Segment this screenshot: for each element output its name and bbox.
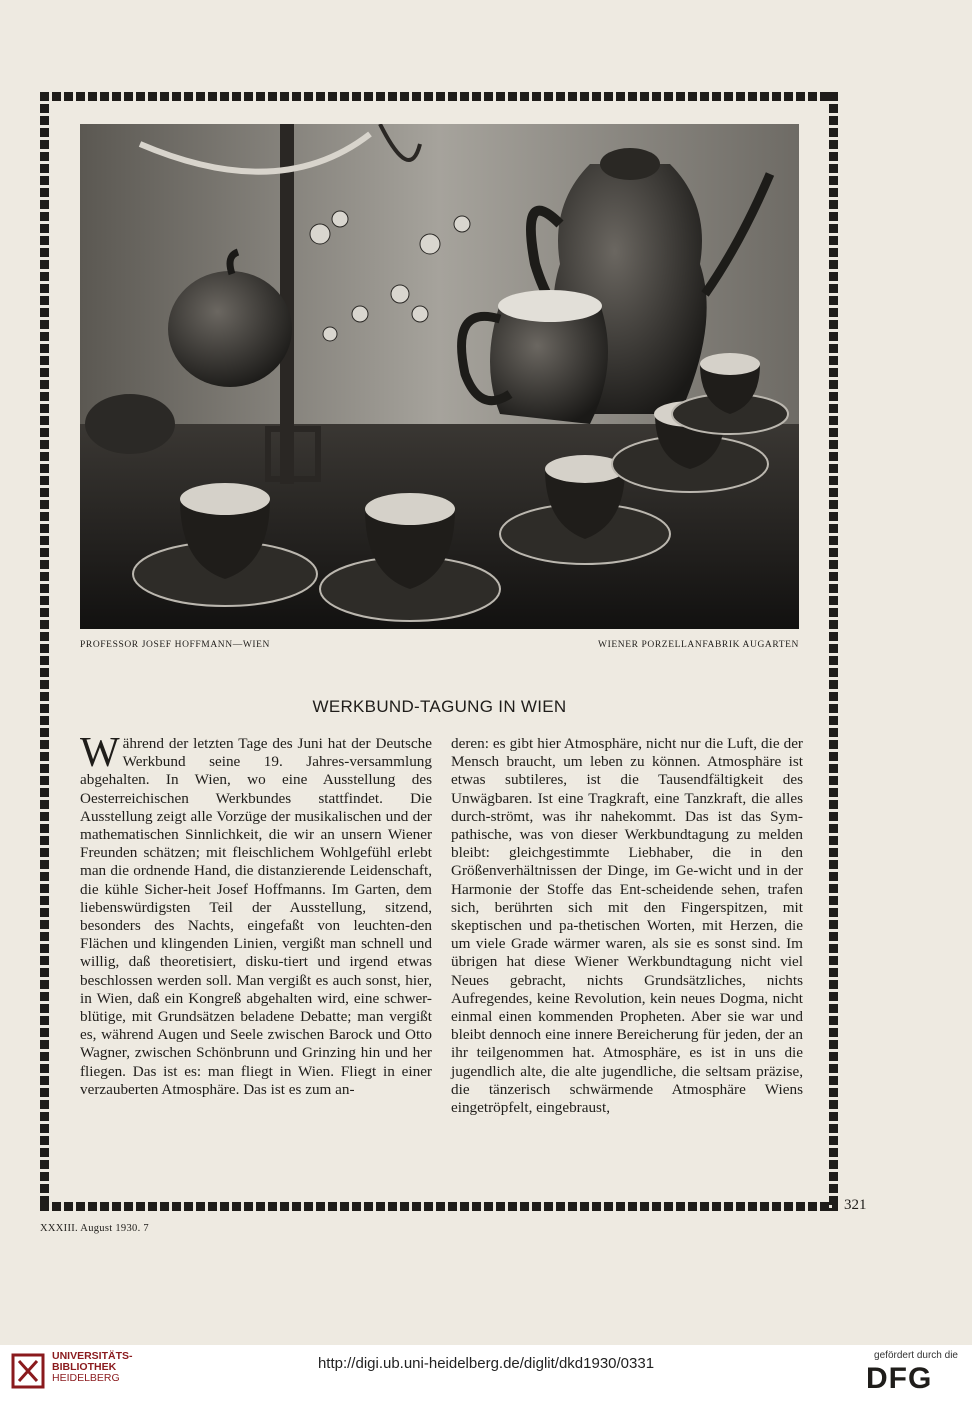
left-column-text: ährend der letzten Tage des Juni hat der Deutsche Werkbund seine 19. Jahres-versammlung abgehalten. In Wien, wo eine Ausstellung des Oesterreichischen Werkbundes stattfindet. Die Ausstellung zeigt alle Vorzüge der musikalischen und der mathematischen Sinnlichkeit, die wir an unsern Wiener Freunden schätzen; mit fleischlichem Wohlgefühl erlebt man die ordnende Hand, die distanzierende Leidenschaft, die kühle Sicher-heit Josef Hoffmanns. Im Garten, dem liebenswürdigsten Teil der Ausstellung, sitzend, besonders des Nachts, eingefaßt von leuchten-den Flächen und klingenden Linien, vergißt man schnell und willig, daß theoretisiert, disku-tiert und irgend etwas beschlossen werden soll. Man vergißt es auch sonst, hier, in Wien, daß ein Kongreß abgehalten wird, eine schwer-blütige, mit Grundsätzen beladene Debatte; man vergißt es, während Augen und Seele zwischen Barock und Otto Wagner, zwischen Schönbrunn und Grinzing hin und her fliegen. Das ist es: man fliegt in Wien. Fliegt in einer verzauberten Atmosphäre. Das ist es zum an- xyxy=(80,735,432,1098)
source-url-link[interactable]: http://digi.ub.uni-heidelberg.de/diglit/dkd1930/0331 xyxy=(317,1355,655,1372)
decorative-border-top xyxy=(40,92,838,101)
photo-caption-left: PROFESSOR JOSEF HOFFMANN—WIEN xyxy=(80,640,271,650)
decorative-border-left xyxy=(40,92,49,1211)
porcelain-tea-set-photo xyxy=(80,124,799,629)
article-column-right xyxy=(451,735,803,1117)
photo-caption-right: WIENER PORZELLANFABRIK AUGARTEN xyxy=(598,640,799,650)
uni-name-line1: UNIVERSITÄTS- xyxy=(52,1350,133,1362)
dfg-logo: DFG xyxy=(866,1362,933,1395)
page-number: 321 xyxy=(844,1197,867,1213)
uni-name-line2: BIBLIOTHEK xyxy=(52,1361,117,1373)
digitization-footer xyxy=(0,1345,972,1402)
uni-name-line3: HEIDELBERG xyxy=(52,1372,120,1384)
decorative-border-bottom xyxy=(40,1202,838,1211)
article-title: WERKBUND-TAGUNG IN WIEN xyxy=(312,697,567,716)
issue-line: XXXIII. August 1930. 7 xyxy=(40,1223,149,1234)
right-column-text: deren: es gibt hier Atmosphäre, nicht nur die Luft, die der Mensch braucht, um leben zu können. Atmosphäre ist etwas subtileres, ist die Tausendfältigkeit des Unwägbaren. Ist eine Tragkraft, eine Tanzkraft, die alles durch-strömt, was ihr nahekommt. Das ist das Sym-pathische, was von dieser Werkbundtagung zu melden bleibt: gleichgestimmte Liebhaber, die in den Größenverhältnissen der Dinge, im Ge-wicht und in der Harmonie der Stoffe das Ent-scheidende sehen, trafen sich, berührten sich mit den Fingerspitzen, mit skeptischen und pa-thetischen Worten, mit Herzen, die um viele Grade wärmer waren, als sie es sonst sind. Im übrigen hat diese Wiener Werkbundtagung nicht viel Neues gebracht, nichts Grundsätzliches, nichts Aufregendes, keine Revolution, kein neues Dogma, nicht einmal einen kommenden Propheten. Aber sie war und bleibt dennoch eine innere Bereicherung für jeden, der an ihr teilgenommen hat. Atmosphäre, es ist in uns die jugendlich alte, die alte jugendliche, die seltsam präzise, die tänzerisch schwärmende Atmosphäre Wiens eingetröpfelt, eingebraust, xyxy=(451,735,803,1117)
funded-by-label: gefördert durch die xyxy=(874,1350,958,1361)
article-column-left xyxy=(80,730,432,1099)
drop-cap: W xyxy=(80,730,120,776)
decorative-border-right xyxy=(829,92,838,1211)
